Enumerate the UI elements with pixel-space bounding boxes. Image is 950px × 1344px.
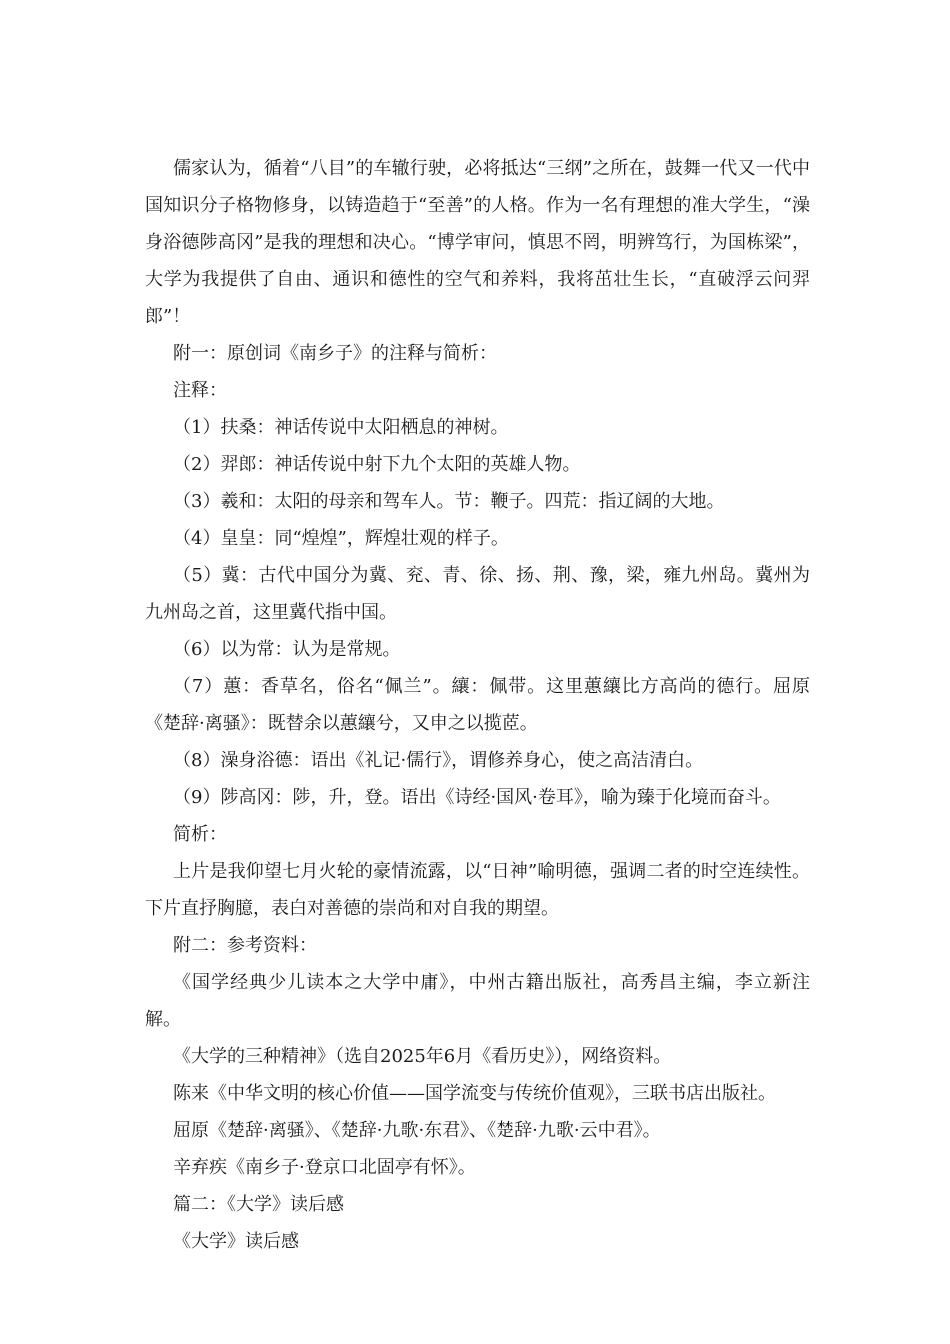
analysis-heading: 简析： [173, 824, 227, 845]
document-body [145, 150, 810, 1260]
analysis-paragraph: 上片是我仰望七月火轮的豪情流露，以“日神”喻明德，强调二者的时空连续性。下片直抒胸臆，表白对善德的崇尚和对自我的期望。 [145, 861, 810, 919]
note-item: （7）蕙：香草名，俗名“佩兰”。纕：佩带。这里蕙纕比方高尚的德行。屈原《楚辞·离骚》：既替余以蕙纕兮，又申之以揽茝。 [145, 676, 810, 734]
note-item: （5）冀：古代中国分为冀、兖、青、徐、扬、荆、豫，梁，雍九州岛。冀州为九州岛之首，这里冀代指中国。 [145, 565, 810, 623]
essay-title: 《大学》读后感 [173, 1231, 299, 1252]
body-paragraph: 儒家认为，循着“八目”的车辙行驶，必将抵达“三纲”之所在，鼓舞一代又一代中国知识分子格物修身，以铸造趋于“至善”的人格。作为一名有理想的准大学生，“澡身浴德陟高冈”是我的理想和决心。“博学审问，慎思不罔，明辨笃行，为国栋梁”，大学为我提供了自由、通识和德性的空气和养料，我将茁壮生长，“直破浮云问羿郎”！ [145, 158, 810, 327]
reference-item: 《大学的三种精神》（选自2025年6月《看历史》），网络资料。 [173, 1046, 672, 1067]
notes-heading: 注释： [173, 380, 227, 401]
note-item: （9）陟高冈：陟，升，登。语出《诗经·国风·卷耳》，喻为臻于化境而奋斗。 [173, 787, 781, 808]
reference-item: 《国学经典少儿读本之大学中庸》，中州古籍出版社，高秀昌主编，李立新注解。 [145, 972, 810, 1030]
note-item: （2）羿郎：神话传说中射下九个太阳的英雄人物。 [173, 454, 581, 475]
note-item: （6）以为常：认为是常规。 [173, 639, 401, 660]
note-item: （8）澡身浴德：语出《礼记·儒行》，谓修养身心，使之高洁清白。 [173, 750, 704, 771]
note-item: （4）皇皇：同“煌煌”，辉煌壮观的样子。 [173, 528, 509, 549]
appendix-two-heading: 附二：参考资料： [173, 935, 317, 956]
section-heading: 篇二：《大学》读后感 [173, 1194, 344, 1215]
reference-item: 陈来《中华文明的核心价值——国学流变与传统价值观》，三联书店出版社。 [173, 1083, 776, 1104]
appendix-one-heading: 附一：原创词《南乡子》的注释与简析： [173, 343, 497, 364]
reference-item: 屈原《楚辞·离骚》、《楚辞·九歌·东君》、《楚辞·九歌·云中君》。 [173, 1120, 661, 1141]
note-item: （1）扶桑：神话传说中太阳栖息的神树。 [173, 417, 509, 438]
reference-item: 辛弃疾《南乡子·登京口北固亭有怀》。 [173, 1157, 476, 1178]
note-item: （3）羲和：太阳的母亲和驾车人。节：鞭子。四荒：指辽阔的大地。 [173, 491, 725, 512]
